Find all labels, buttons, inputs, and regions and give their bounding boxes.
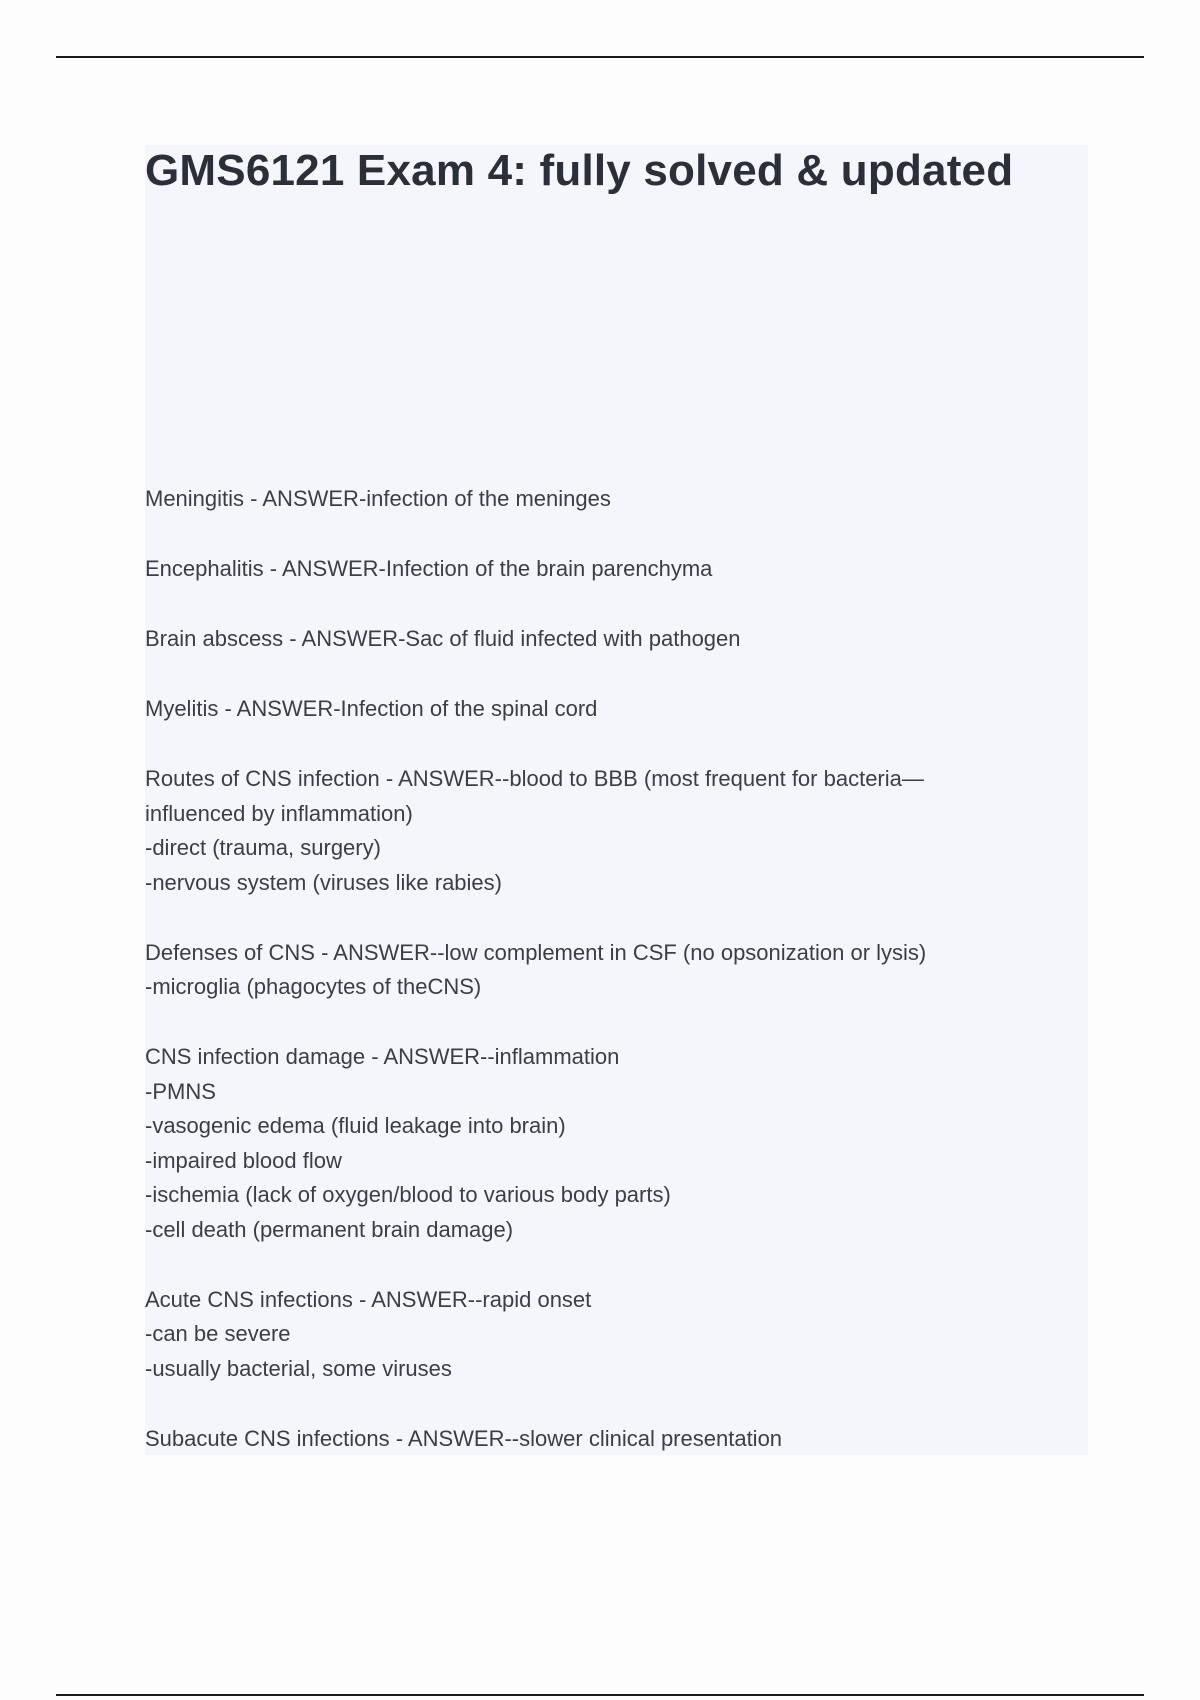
qa-entry-defenses-of-cns xyxy=(145,936,1045,1005)
qa-line: Defenses of CNS - ANSWER--low complement in CSF (no opsonization or lysis) xyxy=(145,939,927,965)
qa-line: Routes of CNS infection - ANSWER--blood to BBB (most frequent for bacteria— xyxy=(145,766,924,791)
qa-entry-routes-of-cns-infection xyxy=(145,762,1045,900)
qa-line: -direct (trauma, surgery) xyxy=(145,835,381,860)
qa-line: -impaired blood flow xyxy=(145,1147,342,1173)
qa-entry-brain-abscess xyxy=(145,622,1045,657)
qa-line: -usually bacterial, some viruses xyxy=(145,1355,452,1381)
qa-line: -microglia (phagocytes of theCNS) xyxy=(145,974,482,999)
qa-line: -cell death (permanent brain damage) xyxy=(145,1216,514,1242)
document-title: GMS6121 Exam 4: fully solved & updated xyxy=(145,146,1014,195)
qa-line: CNS infection damage - ANSWER--inflammation xyxy=(145,1044,620,1069)
qa-entry-meningitis xyxy=(145,482,1045,517)
qa-line: Acute CNS infections - ANSWER--rapid onset xyxy=(145,1286,592,1312)
qa-line: Myelitis - ANSWER-Infection of the spinal cord xyxy=(145,696,598,721)
qa-line: influenced by inflammation) xyxy=(145,800,413,826)
qa-line: Meningitis - ANSWER-infection of the meninges xyxy=(145,486,611,511)
qa-list xyxy=(145,482,1045,1492)
qa-entry-myelitis xyxy=(145,692,1045,727)
qa-entry-subacute-cns-infections xyxy=(145,1422,1045,1457)
qa-line: Subacute CNS infections - ANSWER--slower clinical presentation xyxy=(145,1425,783,1451)
header-rule xyxy=(56,56,1144,58)
qa-line: -ischemia (lack of oxygen/blood to various body parts) xyxy=(145,1182,671,1207)
qa-line: -vasogenic edema (fluid leakage into brain) xyxy=(145,1113,566,1138)
qa-line: Brain abscess - ANSWER-Sac of fluid infected with pathogen xyxy=(145,626,741,651)
qa-entry-acute-cns-infections xyxy=(145,1283,1045,1387)
qa-entry-encephalitis xyxy=(145,552,1045,587)
footer-rule xyxy=(56,1694,1144,1696)
qa-entry-cns-infection-damage xyxy=(145,1040,1045,1247)
qa-line: Encephalitis - ANSWER-Infection of the brain parenchyma xyxy=(145,556,713,581)
qa-line: -can be severe xyxy=(145,1321,291,1346)
qa-line: -nervous system (viruses like rabies) xyxy=(145,869,502,895)
qa-line: -PMNS xyxy=(145,1078,216,1104)
